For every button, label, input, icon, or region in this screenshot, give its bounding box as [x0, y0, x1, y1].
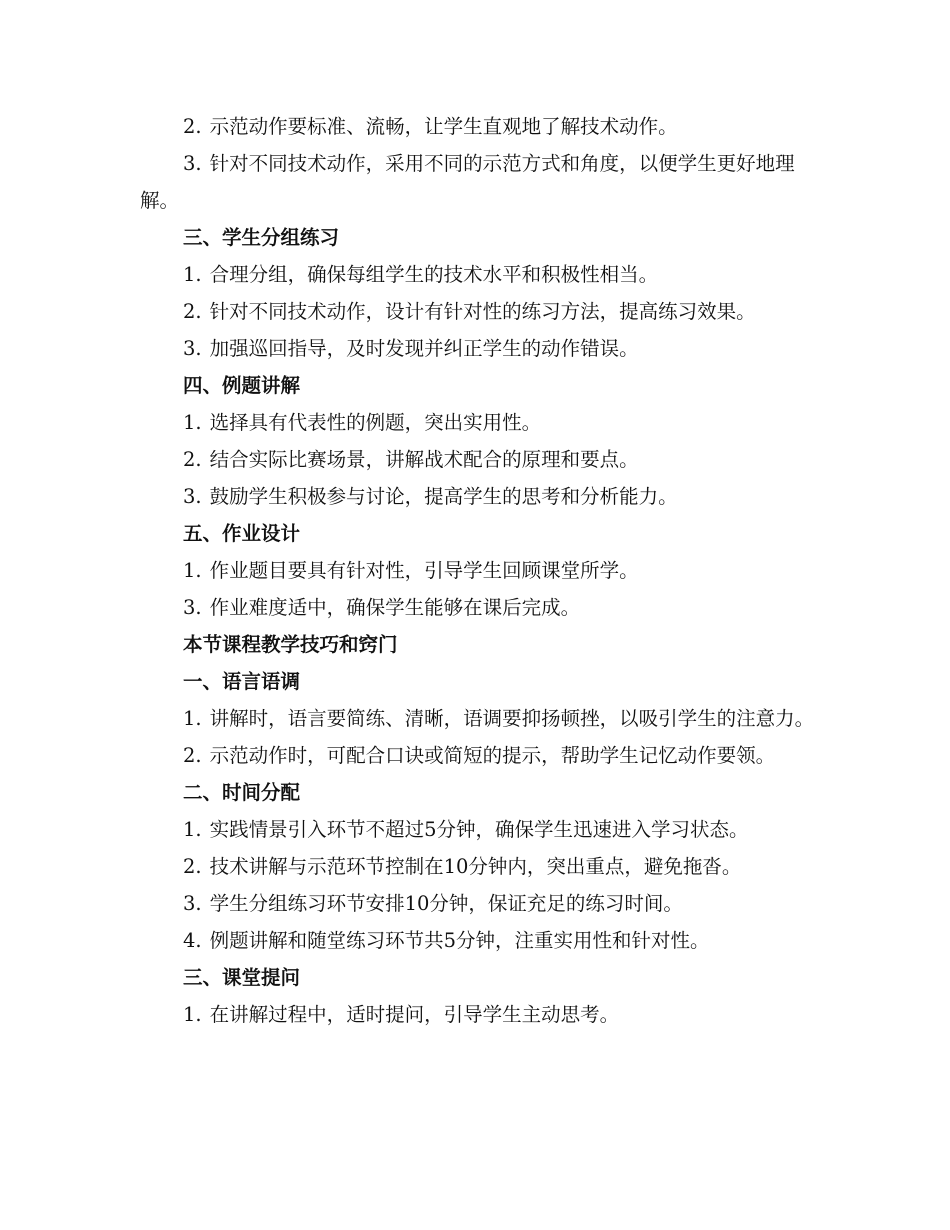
item-text: 在讲解过程中，适时提问，引导学生主动思考。 — [209, 1003, 620, 1026]
item-number: 3. — [183, 596, 202, 619]
item-text: 加强巡回指导，及时发现并纠正学生的动作错误。 — [209, 337, 639, 360]
list-item — [140, 293, 820, 330]
item-number: 3. — [183, 485, 202, 508]
item-number: 3. — [183, 337, 202, 360]
list-item — [140, 811, 820, 848]
item-number: 1. — [183, 818, 202, 841]
list-item — [140, 885, 820, 922]
item-text: 例题讲解和随堂练习环节共5分钟，注重实用性和针对性。 — [209, 929, 710, 952]
item-number: 3. — [183, 892, 202, 915]
list-item — [140, 700, 820, 737]
list-item — [140, 441, 820, 478]
item-text: 针对不同技术动作，采用不同的示范方式和角度，以便学生更好地理解。 — [140, 152, 795, 212]
list-item — [140, 256, 820, 293]
item-number: 2. — [183, 300, 202, 323]
item-number: 1. — [183, 411, 202, 434]
list-item — [140, 404, 820, 441]
item-number: 3. — [183, 152, 202, 175]
item-text: 作业难度适中，确保学生能够在课后完成。 — [209, 596, 581, 619]
list-item — [140, 108, 820, 145]
item-number: 2. — [183, 855, 202, 878]
item-text: 讲解时，语言要简练、清晰，语调要抑扬顿挫，以吸引学生的注意力。 — [209, 707, 815, 730]
item-text: 示范动作时，可配合口诀或简短的提示，帮助学生记忆动作要领。 — [209, 744, 776, 767]
list-item — [140, 330, 820, 367]
section-heading: 二、时间分配 — [183, 781, 301, 804]
item-text: 选择具有代表性的例题，突出实用性。 — [209, 411, 542, 434]
list-item — [140, 848, 820, 885]
list-item — [140, 589, 820, 626]
item-text: 示范动作要标准、流畅，让学生直观地了解技术动作。 — [209, 115, 678, 138]
list-item — [140, 922, 820, 959]
list-item — [140, 737, 820, 774]
section-title: 本节课程教学技巧和窍门 — [183, 633, 398, 656]
section-heading: 三、课堂提问 — [183, 966, 301, 989]
item-text: 技术讲解与示范环节控制在10分钟内，突出重点，避免拖沓。 — [209, 855, 742, 878]
section-heading: 一、语言语调 — [183, 670, 301, 693]
item-text: 作业题目要具有针对性，引导学生回顾课堂所学。 — [209, 559, 639, 582]
list-item — [140, 145, 820, 219]
item-text: 鼓励学生积极参与讨论，提高学生的思考和分析能力。 — [209, 485, 678, 508]
item-number: 1. — [183, 707, 202, 730]
item-text: 针对不同技术动作，设计有针对性的练习方法，提高练习效果。 — [209, 300, 756, 323]
item-number: 4. — [183, 929, 202, 952]
list-item — [140, 552, 820, 589]
item-number: 1. — [183, 263, 202, 286]
item-text: 实践情景引入环节不超过5分钟，确保学生迅速进入学习状态。 — [209, 818, 749, 841]
list-item — [140, 478, 820, 515]
item-number: 2. — [183, 115, 202, 138]
item-number: 1. — [183, 1003, 202, 1026]
section-heading: 五、作业设计 — [183, 522, 301, 545]
item-number: 2. — [183, 744, 202, 767]
item-text: 合理分组，确保每组学生的技术水平和积极性相当。 — [209, 263, 659, 286]
list-item — [140, 996, 820, 1033]
item-number: 1. — [183, 559, 202, 582]
section-heading: 四、例题讲解 — [183, 374, 301, 397]
document-body — [140, 108, 820, 1033]
item-text: 结合实际比赛场景，讲解战术配合的原理和要点。 — [209, 448, 639, 471]
section-heading: 三、学生分组练习 — [183, 226, 340, 249]
item-text: 学生分组练习环节安排10分钟，保证充足的练习时间。 — [209, 892, 683, 915]
item-number: 2. — [183, 448, 202, 471]
